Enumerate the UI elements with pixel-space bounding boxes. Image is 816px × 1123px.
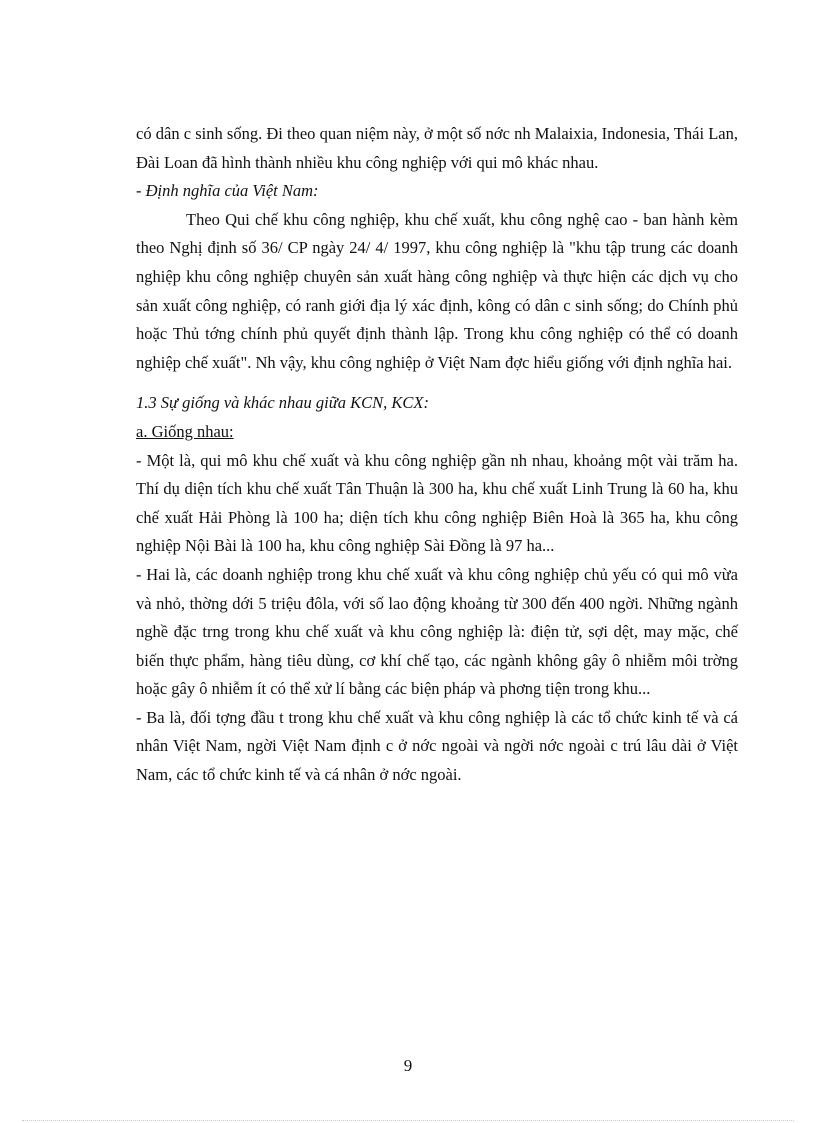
paragraph-point-three: - Ba là, đối tợng đầu t trong khu chế xuất và khu công nghiệp là các tổ chức kinh tế và cá nhân Việt Nam, ngời Việt Nam định c ở nớc ngoài và ngời nớc ngoài c trú lâu dài ở Việt Nam, các tổ chức kinh tế và cá nhân ở nớc ngoài.	[136, 707, 738, 785]
page-body	[136, 120, 738, 790]
subheading-vietnam-definition: - Định nghĩa của Việt Nam:	[136, 181, 319, 201]
paragraph-vietnam-definition: Theo Qui chế khu công nghiệp, khu chế xuất, khu công nghệ cao - ban hành kèm theo Nghị định số 36/ CP ngày 24/ 4/ 1997, khu công nghiệp là "khu tập trung các doanh nghiệp khu công nghiệp chuyên sản xuất hàng công nghiệp và thực hiện các dịch vụ cho sản xuất công nghiệp, có ranh giới địa lý xác định, kông có dân c sinh sống; do Chính phủ hoặc Thủ tớng chính phủ quyết định thành lập. Trong khu công nghiệp có thể có doanh nghiệp chế xuất". Nh vậy, khu công nghiệp ở Việt Nam đợc hiểu giống với định nghĩa hai.	[136, 209, 738, 372]
paragraph-point-one: - Một là, qui mô khu chế xuất và khu công nghiệp gần nh nhau, khoảng một vài trăm ha. Thí dụ diện tích khu chế xuất Tân Thuận là 300 ha, khu chế xuất Linh Trung là 60 ha, khu chế xuất Hải Phòng là 100 ha; diện tích khu công nghiệp Biên Hoà là 365 ha, khu công nghiệp Nội Bài là 100 ha, khu công nghiệp Sài Đồng là 97 ha...	[136, 450, 738, 556]
paragraph-continuation: có dân c sinh sống. Đi theo quan niệm này, ở một số nớc nh Malaixia, Indonesia, Thái Lan, Đài Loan đã hình thành nhiều khu công nghiệp với qui mô khác nhau.	[136, 124, 738, 172]
page-number: 9	[403, 1056, 413, 1075]
paragraph-point-two: - Hai là, các doanh nghiệp trong khu chế xuất và khu công nghiệp chủ yếu có qui mô vừa và nhỏ, thờng dới 5 triệu đôla, với số lao động khoảng từ 300 đến 400 ngời. Những ngành nghề đặc trng trong khu chế xuất và khu công nghiệp là: điện tử, sợi dệt, may mặc, chế biến thực phẩm, hàng tiêu dùng, cơ khí chế tạo, các ngành không gây ô nhiễm môi trờng hoặc gây ô nhiễm ít có thể xử lí bằng các biện pháp và phơng tiện trong khu...	[136, 564, 738, 699]
subheading-similarities: a. Giống nhau:	[136, 421, 234, 441]
page-bottom-divider	[22, 1120, 794, 1121]
section-heading-1-3: 1.3 Sự giống và khác nhau giữa KCN, KCX:	[136, 393, 429, 413]
